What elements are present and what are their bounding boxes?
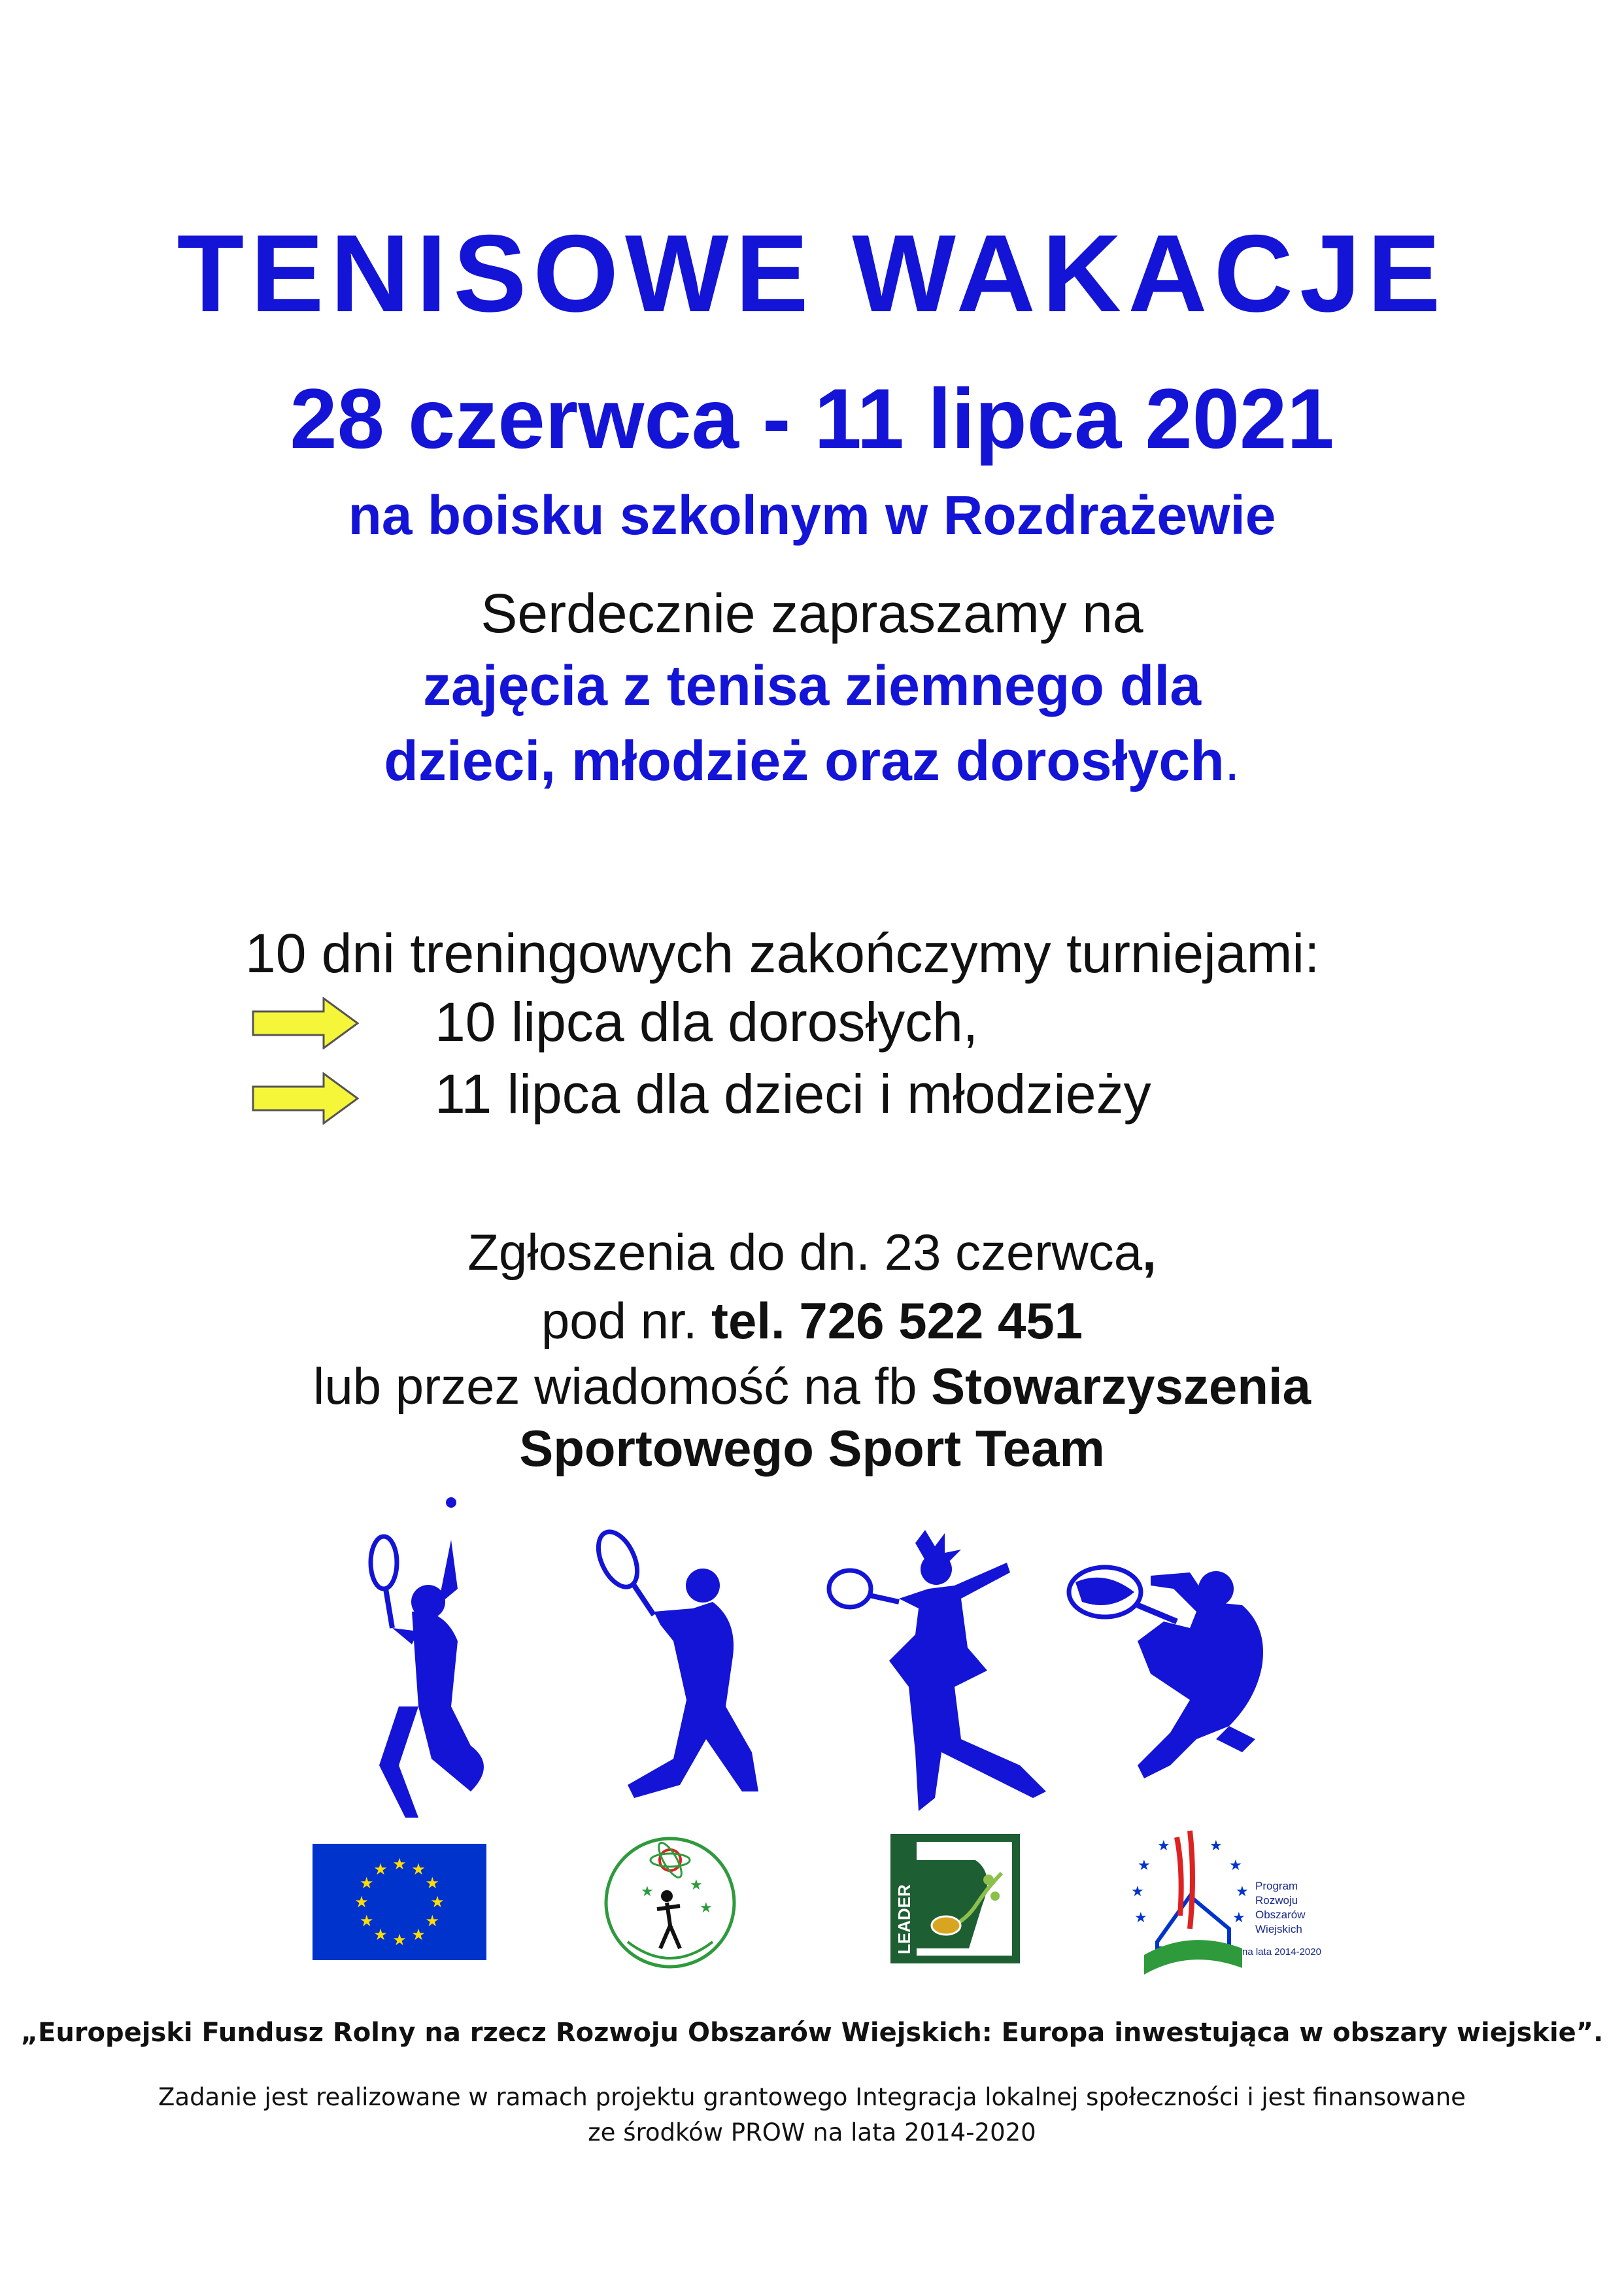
arrow-right-icon <box>252 997 360 1049</box>
prow-text-2: Rozwoju <box>1255 1894 1298 1907</box>
phone-number: tel. 726 522 451 <box>711 1292 1083 1349</box>
prow-logo <box>1118 1818 1334 1981</box>
registration-phone-prefix: pod nr. <box>541 1292 712 1349</box>
tournament-adults: 10 lipca dla dorosłych, <box>435 991 979 1053</box>
eu-flag-logo <box>313 1844 486 1960</box>
leader-logo <box>890 1834 1020 1963</box>
tennis-player-backhand-icon <box>829 1530 1046 1811</box>
eu-star-icon: ★ <box>373 1859 388 1878</box>
classes-line-2 <box>0 729 1624 794</box>
organization-name-part2: Sportowego Sport Team <box>519 1419 1105 1477</box>
poster-title: TENISOWE WAKACJE <box>177 212 1447 335</box>
prow-years: na lata 2014-2020 <box>1242 1946 1321 1958</box>
svg-text:★: ★ <box>1131 1884 1144 1900</box>
classes-line-2-text: dzieci, młodzież oraz dorosłych <box>384 730 1225 792</box>
svg-text:★: ★ <box>1229 1858 1242 1874</box>
eu-star-icon: ★ <box>373 1926 388 1944</box>
training-intro: 10 dni treningowych zakończymy turniejami: <box>245 923 1320 984</box>
invite-line: Serdecznie zapraszamy na <box>481 583 1143 644</box>
eu-star-icon: ★ <box>425 1912 439 1930</box>
registration-phone-line <box>0 1291 1624 1351</box>
svg-text:★: ★ <box>690 1877 703 1893</box>
svg-text:★: ★ <box>641 1884 654 1900</box>
svg-text:★: ★ <box>1232 1910 1245 1926</box>
eu-star-icon: ★ <box>411 1926 426 1944</box>
footer-funding-line-2: ze środków PROW na lata 2014-2020 <box>588 2118 1036 2147</box>
eu-star-icon: ★ <box>425 1874 439 1892</box>
eu-star-icon: ★ <box>411 1859 426 1878</box>
eu-star-icon: ★ <box>354 1893 369 1911</box>
classes-line-1: zajęcia z tenisa ziemnego dla <box>422 654 1202 717</box>
leader-logo-text: LEADER <box>894 1884 914 1954</box>
eu-star-icon: ★ <box>430 1893 445 1911</box>
svg-text:★: ★ <box>1210 1838 1223 1854</box>
svg-text:★: ★ <box>1236 1884 1249 1900</box>
footer-eafrd-slogan: „Europejski Fundusz Rolny na rzecz Rozwoju Obszarów Wiejskich: Europa inwestująca w obszary wiejskie”. <box>20 2018 1604 2048</box>
tennis-player-forehand-icon <box>590 1526 758 1798</box>
registration-deadline <box>0 1223 1624 1282</box>
classes-line-2-period: . <box>1224 730 1240 792</box>
tennis-player-lunge-icon <box>1069 1567 1263 1778</box>
svg-text:★: ★ <box>1138 1858 1151 1874</box>
tournament-kids: 11 lipca dla dzieci i młodzieży <box>435 1063 1151 1125</box>
event-venue: na boisku szkolnym w Rozdrażewie <box>348 484 1276 546</box>
prow-text-3: Obszarów <box>1255 1909 1306 1921</box>
registration-fb-line <box>0 1357 1624 1416</box>
svg-text:★: ★ <box>1157 1838 1170 1854</box>
association-logo <box>601 1834 739 1971</box>
footer-funding-line-1: Zadanie jest realizowane w ramach projektu grantowego Integracja lokalnej społeczności i jest finansowane <box>158 2083 1466 2111</box>
prow-text-4: Wiejskich <box>1255 1923 1302 1935</box>
registration-fb-prefix: lub przez wiadomość na fb <box>313 1357 932 1415</box>
svg-text:★: ★ <box>700 1900 713 1916</box>
registration-deadline-text: Zgłoszenia do dn. 23 czerwca <box>467 1223 1143 1281</box>
arrow-right-icon <box>252 1072 360 1125</box>
eu-star-icon: ★ <box>360 1912 374 1930</box>
tennis-players-illustration <box>0 1491 1624 1818</box>
tennis-player-serve-icon <box>371 1497 484 1818</box>
event-dates: 28 czerwca - 11 lipca 2021 <box>290 371 1334 466</box>
svg-text:★: ★ <box>1134 1910 1147 1926</box>
organization-name-part1: Stowarzyszenia <box>931 1357 1311 1415</box>
eu-star-icon: ★ <box>392 1855 407 1873</box>
registration-deadline-comma: , <box>1142 1223 1157 1281</box>
eu-star-icon: ★ <box>392 1931 407 1949</box>
eu-star-icon: ★ <box>360 1874 374 1892</box>
prow-text-1: Program <box>1255 1880 1298 1892</box>
